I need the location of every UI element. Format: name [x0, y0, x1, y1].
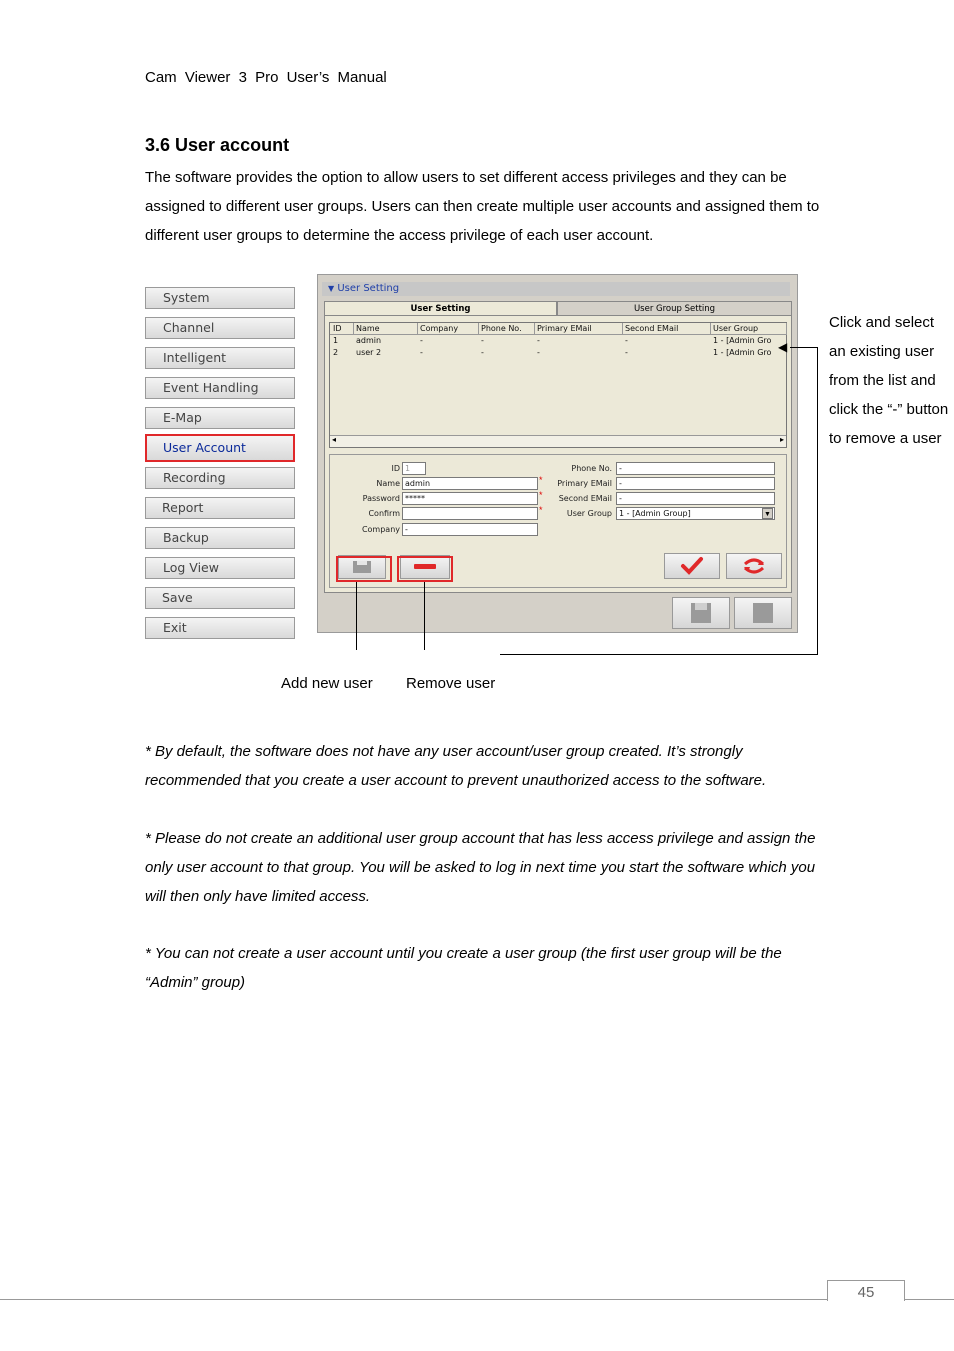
phone-label: Phone No.	[571, 464, 612, 473]
required-marker: *	[539, 505, 543, 515]
scroll-left-icon[interactable]: ◂	[332, 435, 337, 444]
column-header-name[interactable]: Name	[354, 323, 418, 335]
phone-field[interactable]: -	[616, 462, 775, 475]
second-email-field[interactable]: -	[616, 492, 775, 505]
menu-user-account-button[interactable]: User Account	[145, 434, 295, 462]
menu-exit-button[interactable]: Exit	[145, 617, 295, 639]
second-email-label: Second EMail	[558, 494, 612, 503]
refresh-icon	[727, 554, 781, 578]
column-header-phone[interactable]: Phone No.	[479, 323, 535, 335]
note-admin-group: * You can not create a user account until you create a user group (the first user group will be the “Admin” group)	[145, 945, 782, 991]
section-body: The software provides the option to allow users to set different access privileges and they can be assigned to different user groups. Users can then create multiple user accounts and assigned them to different user groups to determine the access privilege of each user account.	[145, 169, 820, 244]
note-default-accounts: * By default, the software does not have any user account/user group created. It’s strongly recommended that you create a user account to prevent unauthorized access to the software.	[145, 743, 767, 789]
column-header-second-email[interactable]: Second EMail	[623, 323, 711, 335]
column-header-id[interactable]: ID	[330, 323, 354, 335]
confirm-label: Confirm	[368, 509, 400, 518]
primary-email-label: Primary EMail	[557, 479, 612, 488]
user-list-table[interactable]	[329, 322, 787, 448]
add-user-highlight	[336, 556, 392, 582]
cell-id: 2	[333, 348, 339, 357]
checkmark-icon	[665, 554, 719, 578]
callout-leader-line	[817, 347, 818, 655]
note-user-group: * Please do not create an additional user group account that has less access privilege and assign the only user account to that group. You will be asked to log in next time you start the software which you will then only have limited access.	[145, 830, 816, 905]
cell-name: user 2	[356, 348, 382, 357]
confirm-password-field[interactable]	[402, 507, 538, 520]
company-field[interactable]: -	[402, 523, 538, 536]
password-field[interactable]: *****	[402, 492, 538, 505]
footer-rule	[0, 1299, 954, 1300]
floppy-disk-icon	[673, 598, 729, 628]
add-user-leader-line	[356, 582, 357, 650]
cell-phone: -	[481, 348, 484, 357]
user-group-label: User Group	[566, 509, 612, 518]
cell-company: -	[420, 348, 423, 357]
company-label: Company	[361, 525, 400, 534]
remove-user-callout: Click and select an existing user from the list and click the “-” button to remove a user	[829, 314, 949, 447]
cell-second-email: -	[625, 348, 628, 357]
menu-system-button[interactable]: System	[145, 287, 295, 309]
required-marker: *	[539, 475, 543, 485]
window-title-bar	[322, 282, 790, 296]
primary-email-field[interactable]: -	[616, 477, 775, 490]
column-header-user-group[interactable]: User Group	[711, 323, 787, 335]
running-head: Cam Viewer 3 Pro User’s Manual	[145, 69, 387, 86]
user-setting-panel	[324, 315, 792, 593]
menu-log-view-button[interactable]: Log View	[145, 557, 295, 579]
add-user-caption: Add new user	[281, 675, 373, 692]
required-marker: *	[539, 490, 543, 500]
column-header-primary-email[interactable]: Primary EMail	[535, 323, 623, 335]
scroll-right-icon[interactable]: ▸	[779, 435, 784, 444]
dropdown-arrow-icon[interactable]: ▼	[762, 508, 773, 519]
menu-backup-button[interactable]: Backup	[145, 527, 295, 549]
cell-id: 1	[333, 336, 339, 345]
menu-channel-button[interactable]: Channel	[145, 317, 295, 339]
horizontal-scrollbar[interactable]	[330, 435, 786, 447]
column-header-company[interactable]: Company	[418, 323, 479, 335]
callout-leader-line	[790, 347, 818, 348]
cell-user-group: 1 - [Admin Gro	[713, 336, 772, 345]
menu-recording-button[interactable]: Recording	[145, 467, 295, 489]
apply-button[interactable]	[664, 553, 720, 579]
user-group-select[interactable]: 1 - [Admin Group]	[616, 507, 775, 520]
page-number: 45	[827, 1280, 905, 1301]
menu-intelligent-button[interactable]: Intelligent	[145, 347, 295, 369]
window-title: User Setting	[337, 283, 400, 294]
callout-leader-line	[500, 654, 818, 655]
save-settings-button[interactable]	[672, 597, 730, 629]
cell-primary-email: -	[537, 336, 540, 345]
remove-user-leader-line	[424, 582, 425, 650]
cell-phone: -	[481, 336, 484, 345]
section-title: 3.6 User account	[145, 135, 290, 155]
cell-name: admin	[356, 336, 382, 345]
cell-company: -	[420, 336, 423, 345]
cell-second-email: -	[625, 336, 628, 345]
cell-primary-email: -	[537, 348, 540, 357]
name-field[interactable]: admin	[402, 477, 538, 490]
remove-user-caption: Remove user	[406, 675, 496, 692]
id-label: ID	[391, 464, 400, 473]
exit-settings-button[interactable]	[734, 597, 792, 629]
menu-emap-button[interactable]: E-Map	[145, 407, 295, 429]
password-label: Password	[362, 494, 400, 503]
refresh-button[interactable]	[726, 553, 782, 579]
door-icon	[735, 598, 791, 628]
arrow-left-icon: ◀	[778, 340, 788, 354]
menu-save-button[interactable]: Save	[145, 587, 295, 609]
menu-event-handling-button[interactable]: Event Handling	[145, 377, 295, 399]
menu-report-button[interactable]: Report	[145, 497, 295, 519]
tab-user-setting[interactable]: User Setting	[324, 301, 557, 316]
name-label: Name	[376, 479, 400, 488]
cell-user-group: 1 - [Admin Gro	[713, 348, 772, 357]
tab-user-group-setting[interactable]: User Group Setting	[557, 301, 792, 316]
id-field[interactable]: 1	[402, 462, 426, 475]
remove-user-highlight	[397, 556, 453, 582]
chevron-down-icon: ▼	[328, 284, 335, 293]
